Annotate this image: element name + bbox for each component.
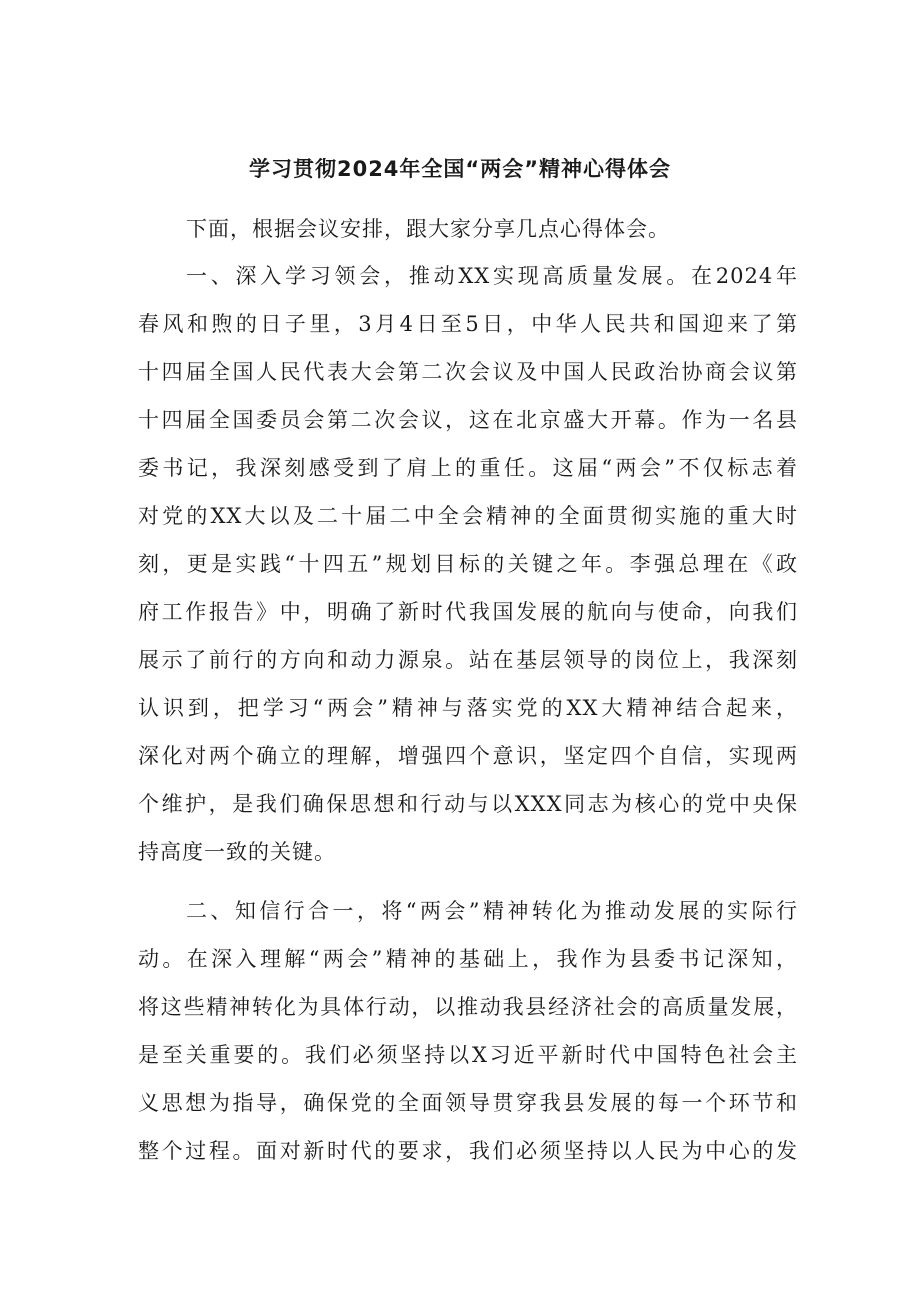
paragraph-line: 对党的XX大以及二十届二中全会精神的全面贯彻实施的重大时 [138,504,798,528]
paragraph-line: 展示了前行的方向和动力源泉。站在基层领导的岗位上，我深刻 [138,648,798,672]
paragraph-line: 义思想为指导，确保党的全面领导贯穿我县发展的每一个环节和 [138,1091,798,1115]
document-title: 学习贯彻2024年全国“两会”精神心得体会 [248,157,672,181]
paragraph-line: 将这些精神转化为具体行动，以推动我县经济社会的高质量发展， [138,995,798,1019]
paragraph-line: 下面，根据会议安排，跟大家分享几点心得体会。 [186,217,670,241]
paragraph-line: 刻，更是实践“十四五”规划目标的关键之年。李强总理在《政 [138,552,798,576]
paragraph-line: 一、深入学习领会，推动XX实现高质量发展。在2024年 [186,264,798,288]
paragraph-line: 是至关重要的。我们必须坚持以X习近平新时代中国特色社会主 [138,1043,798,1067]
paragraph-line: 认识到，把学习“两会”精神与落实党的XX大精神结合起来， [138,696,798,720]
paragraph-line: 委书记，我深刻感受到了肩上的重任。这届“两会”不仅标志着 [138,456,798,480]
paragraph-line: 十四届全国委员会第二次会议，这在北京盛大开幕。作为一名县 [138,408,798,432]
paragraph-line: 十四届全国人民代表大会第二次会议及中国人民政治协商会议第 [138,360,798,384]
paragraph-line: 持高度一致的关键。 [138,840,336,864]
paragraph-line: 整个过程。面对新时代的要求，我们必须坚持以人民为中心的发 [138,1139,798,1163]
paragraph-line: 二、知信行合一，将“两会”精神转化为推动发展的实际行 [186,899,798,923]
paragraph-line: 春风和煦的日子里，3月4日至5日，中华人民共和国迎来了第 [138,312,798,336]
paragraph-line: 府工作报告》中，明确了新时代我国发展的航向与使命，向我们 [138,600,798,624]
paragraph-line: 动。在深入理解“两会”精神的基础上，我作为县委书记深知， [138,947,798,971]
paragraph-line: 个维护，是我们确保思想和行动与以XXX同志为核心的党中央保 [138,792,798,816]
paragraph-line: 深化对两个确立的理解，增强四个意识，坚定四个自信，实现两 [138,744,798,768]
